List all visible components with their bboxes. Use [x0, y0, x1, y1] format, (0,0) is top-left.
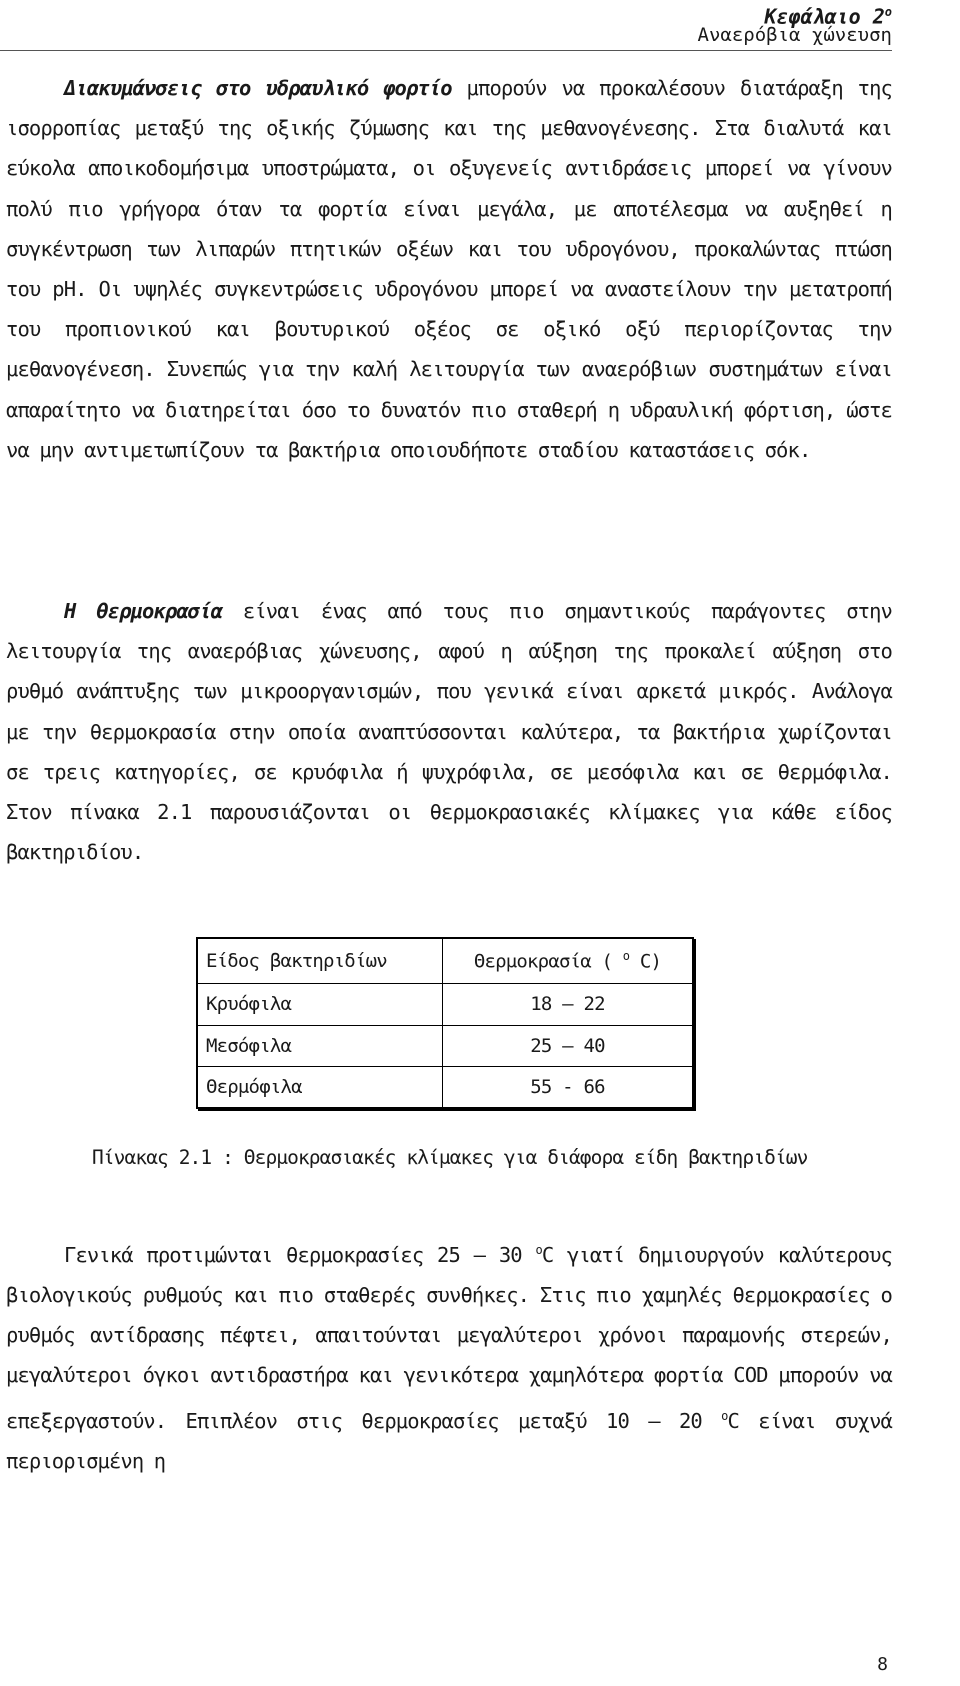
paragraph-lead-term: Διακυμάνσεις στο υδραυλικό φορτίο: [64, 76, 452, 100]
table-row: [198, 1025, 693, 1066]
temperature-table-grid: [197, 938, 693, 1108]
paragraph-preferred-temperatures: Γενικά προτιμώνται θερμοκρασίες 25 – 30 $^o$C γιατί δημιουργούν καλύτερους βιολογικούς ρυθμούς και πιο σταθερές συνθήκες. Στις πιο χαμηλές θερμοκρασίες ο ρυθμός αντίδρασης πέφτει, απαιτούνται μεγαλύτεροι χρόνοι παραμονής στερεών, μεγαλύτεροι όγκοι αντιδραστήρα και γενικότερα χαμηλότερα φορτία COD μπορούν να επεξεργαστούν. Επιπλέον στις θερμοκρασίες μεταξύ 10 – 20 $^o$C είναι συχνά περιορισμένη η: [6, 1242, 892, 1473]
paragraph-hydraulic-load: [6, 68, 892, 470]
paragraph-lead-term: Η θερμοκρασία: [64, 599, 223, 623]
table-cell-range: 25 – 40: [443, 1025, 693, 1066]
table-header-row: [198, 939, 693, 984]
table-row: [198, 1066, 693, 1107]
paragraph-temperature: [6, 591, 892, 872]
chapter-subtitle: Αναερόβια χώνευση: [697, 24, 892, 46]
page-header: [0, 0, 960, 52]
table-header-cell: Είδος βακτηριδίων: [198, 939, 443, 984]
table-row: [198, 984, 693, 1025]
table-cell-type: Θερμόφιλα: [198, 1066, 443, 1107]
paragraph-text: είναι ένας από τους πιο σημαντικούς παράγοντες στην λειτουργία της αναερόβιας χώνευσης, αφού η αύξηση της προκαλεί αύξηση στο ρυθμό ανάπτυξης των μικροοργανισμών, που γενικά είναι αρκετά μικρός. Ανάλογα με την θερμοκρασία στην οποία αναπτύσσονται καλύτερα, τα βακτήρια χωρίζονται σε τρεις κατηγορίες, σε κρυόφιλα ή ψυχρόφιλα, σε μεσόφιλα και σε θερμόφιλα. Στον πίνακα 2.1 παρουσιάζονται οι θερμοκρασιακές κλίμακες για κάθε είδος βακτηριδίου.: [6, 599, 892, 865]
paragraph-text: μπορούν να προκαλέσουν διατάραξη της ισορροπίας μεταξύ της οξικής ζύμωσης και της μεθανογένεσης. Στα διαλυτά και εύκολα αποικοδομήσιμα υποστρώματα, οι οξυγενείς αντιδράσεις μπορεί να γίνουν πολύ πιο γρήγορα όταν τα φορτία είναι μεγάλα, με αποτέλεσμα να αυξηθεί η συγκέντρωση των λιπαρών πτητικών οξέων και του υδρογόνου, προκαλώντας πτώση του pH. Οι υψηλές συγκεντρώσεις υδρογόνου μπορεί να αναστείλουν την μετατροπή του προπιονικού και βουτυρικού οξέος σε οξικό οξύ περιορίζοντας την μεθανογένεση. Συνεπώς για την καλή λειτουργία των αναερόβιων συστημάτων είναι απαραίτητο να διατηρείται όσο το δυνατόν πιο σταθερή η υδραυλική φόρτιση, ώστε να μην αντιμετωπίζουν τα βακτήρια οποιουδήποτε σταδίου καταστάσεις σόκ.: [6, 76, 892, 462]
page-number: 8: [877, 1654, 888, 1675]
chapter-label: Κεφάλαιο $2^o$: [764, 4, 892, 29]
temperature-table: [196, 937, 694, 1109]
table-cell-type: Μεσόφιλα: [198, 1025, 443, 1066]
table-cell-type: Κρυόφιλα: [198, 984, 443, 1025]
table-caption: Πίνακας 2.1 : Θερμοκρασιακές κλίμακες για διάφορα είδη βακτηριδίων: [92, 1146, 808, 1169]
table-header-cell: Θερμοκρασία ( $^o$ C): [443, 939, 693, 984]
table-cell-range: 55 - 66: [443, 1066, 693, 1107]
table-cell-range: 18 – 22: [443, 984, 693, 1025]
header-divider: [0, 50, 892, 51]
